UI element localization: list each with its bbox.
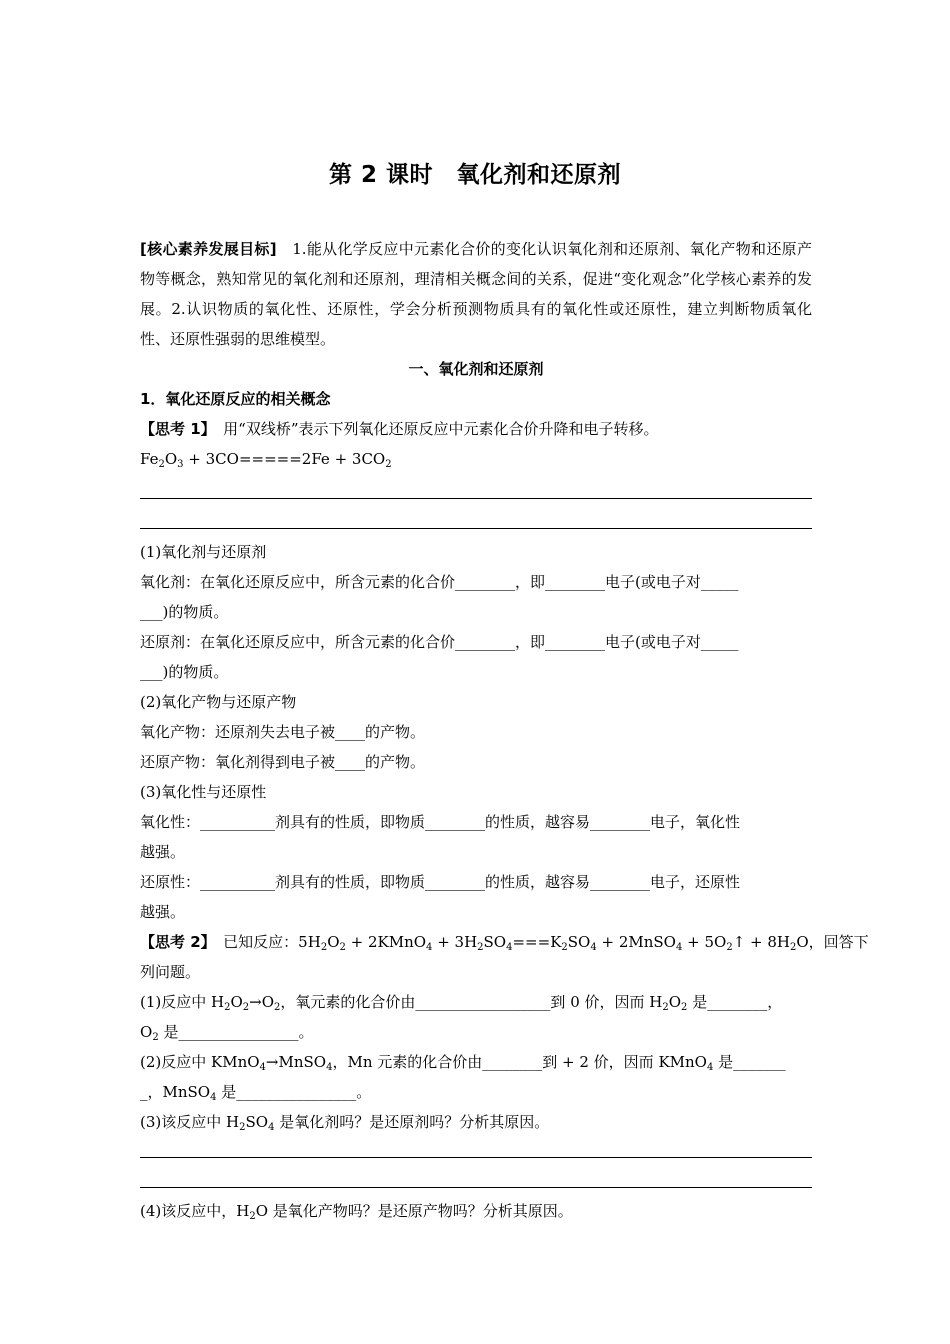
oxidation-product-definition: 氧化产物：还原剂失去电子被____的产物。	[140, 723, 426, 741]
question-2: (2)反应中 KMnO$_4$→MnSO$_4$，Mn 元素的化合价由________到 + 2 价，因而 KMnO$_4$ 是_______	[140, 1053, 786, 1073]
question-1-cont: $O_2$ 是________________。	[140, 1023, 314, 1043]
question-1: (1)反应中 $H_2O_2\to O_2$，氧元素的化合价由__________________到 0 价，因而 $H_2O_2$ 是________，	[140, 993, 783, 1013]
think-1	[140, 414, 812, 444]
reduction-product-definition: 还原产物：氧化剂得到电子被____的产物。	[140, 753, 426, 771]
subsection-oxidant-reductant: (1)氧化剂与还原剂	[140, 543, 267, 561]
reducing-property: 还原性：__________剂具有的性质，即物质________的性质，越容易________电子，还原性	[140, 873, 741, 891]
page-title: 第 2 课时 氧化剂和还原剂	[328, 162, 622, 188]
subsection-properties: (3)氧化性与还原性	[140, 783, 267, 801]
oxidant-definition: 氧化剂：在氧化还原反应中，所含元素的化合价________，即________电子(或电子对_____	[140, 573, 739, 591]
reductant-definition-cont: ___)的物质。	[140, 663, 229, 681]
reducing-property-cont: 越强。	[140, 903, 186, 921]
think-2-label: 【思考 2】	[140, 933, 209, 951]
question-4: (4)该反应中，$H_2O$ 是氧化产物吗？是还原产物吗？分析其原因。	[140, 1202, 573, 1222]
oxidizing-property: 氧化性：__________剂具有的性质，即物质________的性质，越容易________电子，氧化性	[140, 813, 741, 831]
think-1-label: 【思考 1】	[140, 420, 209, 438]
question-3: (3)该反应中 $H_2SO_4$ 是氧化剂吗？是还原剂吗？分析其原因。	[140, 1113, 550, 1133]
question-2-cont: _，MnSO$_4$ 是________________。	[140, 1083, 372, 1103]
oxidizing-property-cont: 越强。	[140, 843, 186, 861]
document-body	[140, 234, 869, 1226]
subsection-heading-1: 1．氧化还原反应的相关概念	[140, 390, 331, 408]
think-1-text: 用“双线桥”表示下列氧化还原反应中元素化合价升降和电子转移。	[208, 420, 659, 438]
core-goals-text: 1.能从化学反应中元素化合价的变化认识氧化剂和还原剂、氧化产物和还原产物等概念，熟知常见的氧化剂和还原剂，理清相关概念间的关系，促进“变化观念”化学核心素养的发展。2.认识物质的氧化性、还原性，学会分析预测物质具有的氧化性或还原性，建立判断物质氧化性、还原性强弱的思维模型。	[140, 240, 812, 348]
think-2: 【思考 2】 已知反应：$5H_2O_2$ + 2KMnO$_4$ + $3H_2SO_4===K_2SO_4$ + 2MnSO$_4$ + $5O_2↑ + 8H_2O$，回答下	[140, 933, 869, 953]
equation-1: $Fe_2O_3 + 3CO=====2Fe + 3CO_2$	[140, 450, 392, 470]
oxidant-definition-cont: ___)的物质。	[140, 603, 229, 621]
reductant-definition: 还原剂：在氧化还原反应中，所含元素的化合价________，即________电子(或电子对_____	[140, 633, 739, 651]
subsection-products: (2)氧化产物与还原产物	[140, 693, 297, 711]
section-heading-1: 一、氧化剂和还原剂	[408, 360, 544, 378]
core-goals-label: [核心素养发展目标]	[140, 240, 277, 258]
think-2-cont: 列问题。	[140, 963, 201, 981]
core-goals-paragraph	[140, 234, 812, 354]
